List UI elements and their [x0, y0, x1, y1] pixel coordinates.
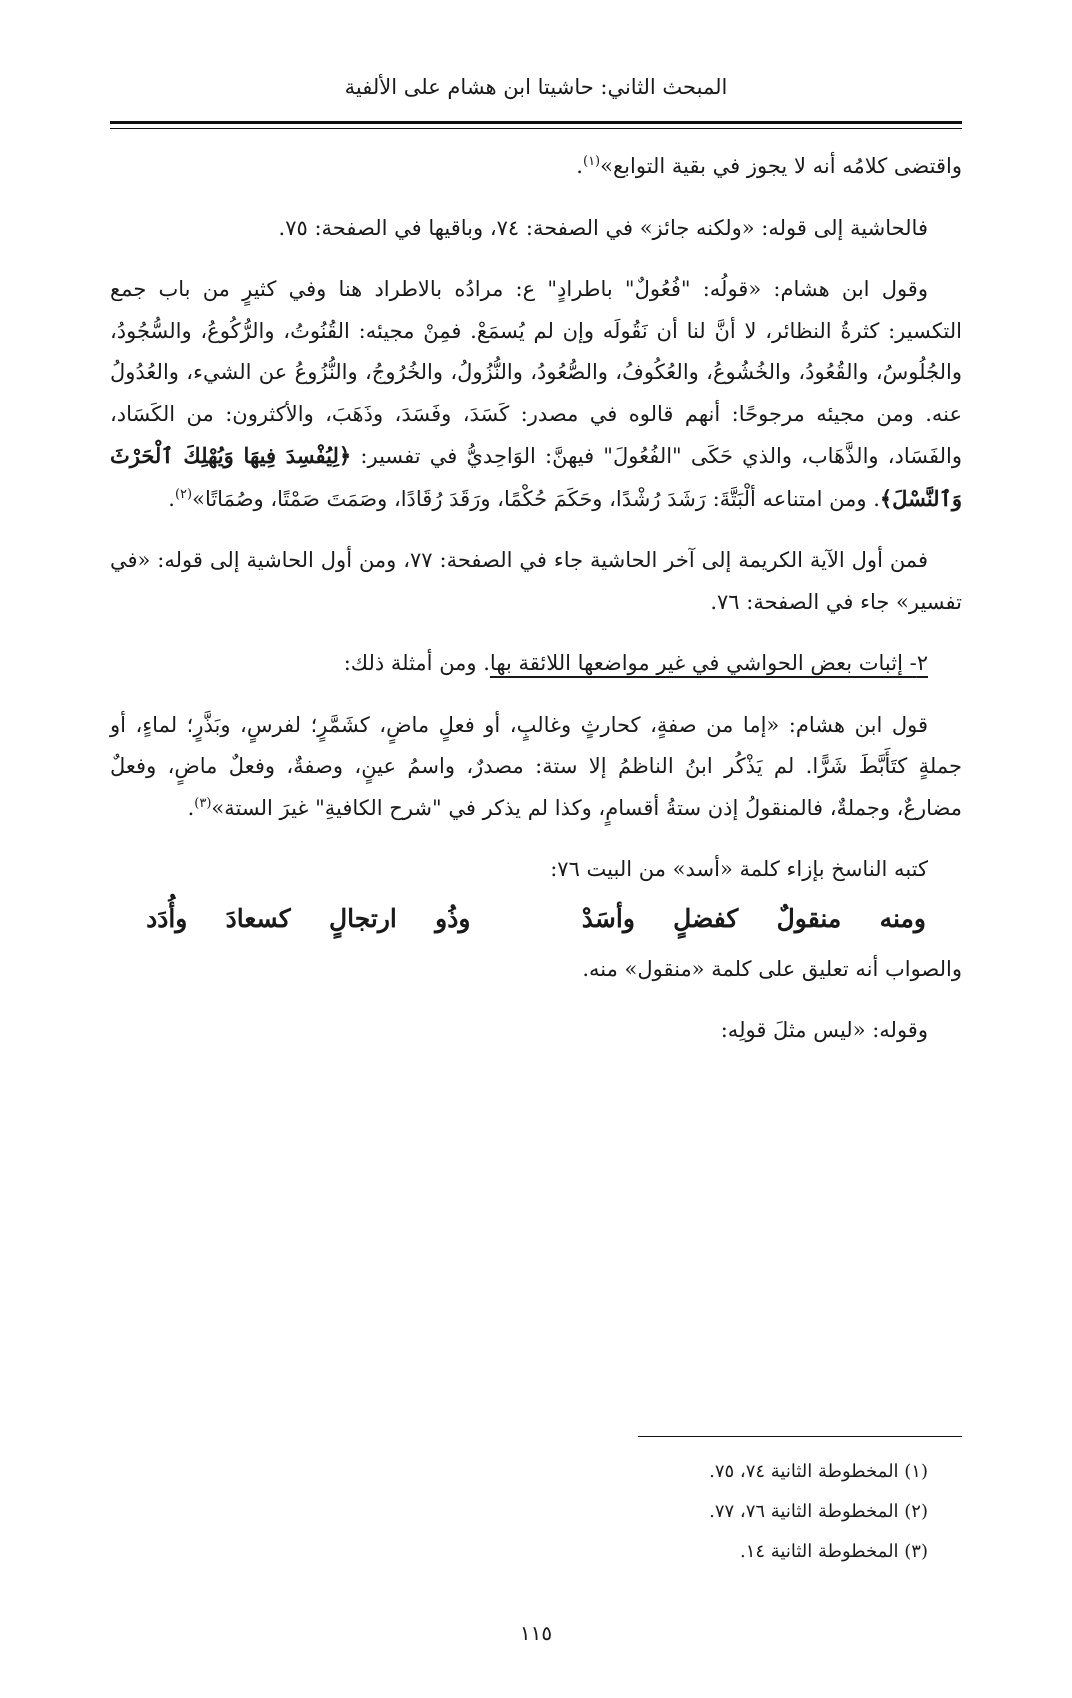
page-body	[110, 146, 962, 1072]
verse-word: وذُو	[435, 903, 471, 933]
verse-word: منقولٌ	[776, 903, 842, 933]
paragraph-2: فالحاشية إلى قوله: «ولكنه جائز» في الصفحة: ٧٤، وباقيها في الصفحة: ٧٥.	[278, 215, 928, 240]
header-rule-thin	[110, 128, 962, 129]
footnote-separator	[638, 1436, 962, 1437]
paragraph-1-end: .	[576, 154, 583, 178]
running-header: المبحث الثاني: حاشيتا ابن هشام على الألفية	[344, 75, 728, 99]
quran-verse: ﴿لِيُفْسِدَ فِيهَا وَيُهْلِكَ ٱلْحَرْثَ وَٱلنَّسْلَ﴾	[110, 443, 962, 511]
verse-word: ومنه	[879, 903, 926, 933]
section-heading-underlined: ٢- إثبات بعض الحواشي في غير مواضعها اللائقة بها	[489, 651, 928, 675]
paragraph-1	[110, 146, 962, 188]
footnote-2: (٢) المخطوطة الثانية ٧٦، ٧٧.	[709, 1501, 928, 1522]
footnote-ref-1[interactable]: (١)	[582, 154, 601, 169]
footnote-ref-3[interactable]: (٣)	[194, 795, 212, 811]
footnote-3: (٣) المخطوطة الثانية ١٤.	[739, 1541, 928, 1562]
verse-word: وأُدَد	[146, 903, 188, 933]
paragraph-1-text: واقتضى كلامُه أنه لا يجوز في بقية التوابع»	[600, 154, 962, 178]
paragraph-9: وقوله: «ليس مثلَ قولِه:	[720, 1018, 928, 1042]
paragraph-4: فمن أول الآية الكريمة إلى آخر الحاشية جاء في الصفحة: ٧٧، ومن أول الحاشية إلى قوله: «في تفسير» جاء في الصفحة: ٧٦.	[110, 548, 962, 614]
verse-word: وأسَدْ	[581, 903, 635, 933]
paragraph-3-end: .	[168, 486, 175, 511]
paragraph-6	[110, 705, 962, 830]
paragraph-5	[110, 643, 962, 685]
verse-word: ارتجالٍ	[328, 903, 397, 933]
paragraph-3-text: وقول ابن هشام: «قولُه: "فُعُولٌ" باطرادٍ" ع: مرادُه بالاطراد هنا وفي كثيرٍ من باب جمع التكسير: كثرةُ النظائر، لا أنَّ لنا أن نَقُولَه وإن لم يُسمَعْ. فمِنْ مجيئه: القُنُوتُ، والرُّكُوعُ، والسُّجُودُ، والجُلُوسُ، والقُعُودُ، والخُشُوعُ، والعُكُوفُ، والصُّعُودُ، والنُّزُولُ، والخُرُوجُ، والنُّزُوعُ عن الشيء، والعُدُولُ عنه. ومن مجيئه مرجوحًا: أنهم قالوه في مصدر: كَسَدَ، وفَسَدَ، وذَهَبَ، والأكثرون: من الكَسَاد، والفَسَاد، والذَّهَاب، والذي حَكَى "الفُعُولَ" فيهنَّ: الوَاحِديُّ في تفسير:	[110, 277, 963, 468]
header-rule-thick	[110, 121, 962, 124]
verse-word: كفضلٍ	[673, 903, 739, 933]
paragraph-7: كتبه الناسخ بإزاء كلمة «أسد» من البيت ٧٦:	[550, 857, 928, 881]
verse-gap	[509, 897, 544, 941]
page-number: ١١٥	[519, 1621, 553, 1645]
footnote-ref-2[interactable]: (٢)	[174, 486, 193, 502]
paragraph-8: والصواب أنه تعليق على كلمة «منقول» منه.	[582, 956, 962, 981]
paragraph-6-text: قول ابن هشام: «إما من صفةٍ، كحارثٍ وغالبٍ، أو فعلٍ ماضٍ، كشَمَّرٍ؛ لفرسٍ، وبَذَّرٍ؛ لماءٍ، أو جملةٍ كتَأَبَّطَ شَرًّا. لم يَذْكُر ابنُ الناظمُ إلا ستة: مصدرٌ، واسمُ عينٍ، وصفةٌ، وفعلٌ ماضٍ، وفعلٌ مضارعٌ، وجملةٌ، فالمنقولُ إذن ستةُ أقسامٍ، وكذا لم يذكر في "شرح الكافيةِ" غيرَ الستة»	[110, 712, 962, 820]
poetry-verse	[110, 897, 962, 941]
paragraph-5-text-2: . ومن أمثلة ذلك:	[343, 651, 490, 675]
verse-word: كسعادَ	[225, 903, 291, 933]
footnotes	[110, 1452, 962, 1572]
footnote-1: (١) المخطوطة الثانية ٧٤، ٧٥.	[709, 1461, 928, 1482]
paragraph-3	[110, 269, 962, 520]
paragraph-6-end: .	[187, 795, 195, 820]
paragraph-3-text-2: . ومن امتناعه ألْبَتَّةَ: رَشَدَ رُشْدًا، وحَكَمَ حُكْمًا، ورَقَدَ رُقَادًا، وصَمَتَ صَمْتًا، وصُمَاتًا»	[192, 486, 880, 511]
